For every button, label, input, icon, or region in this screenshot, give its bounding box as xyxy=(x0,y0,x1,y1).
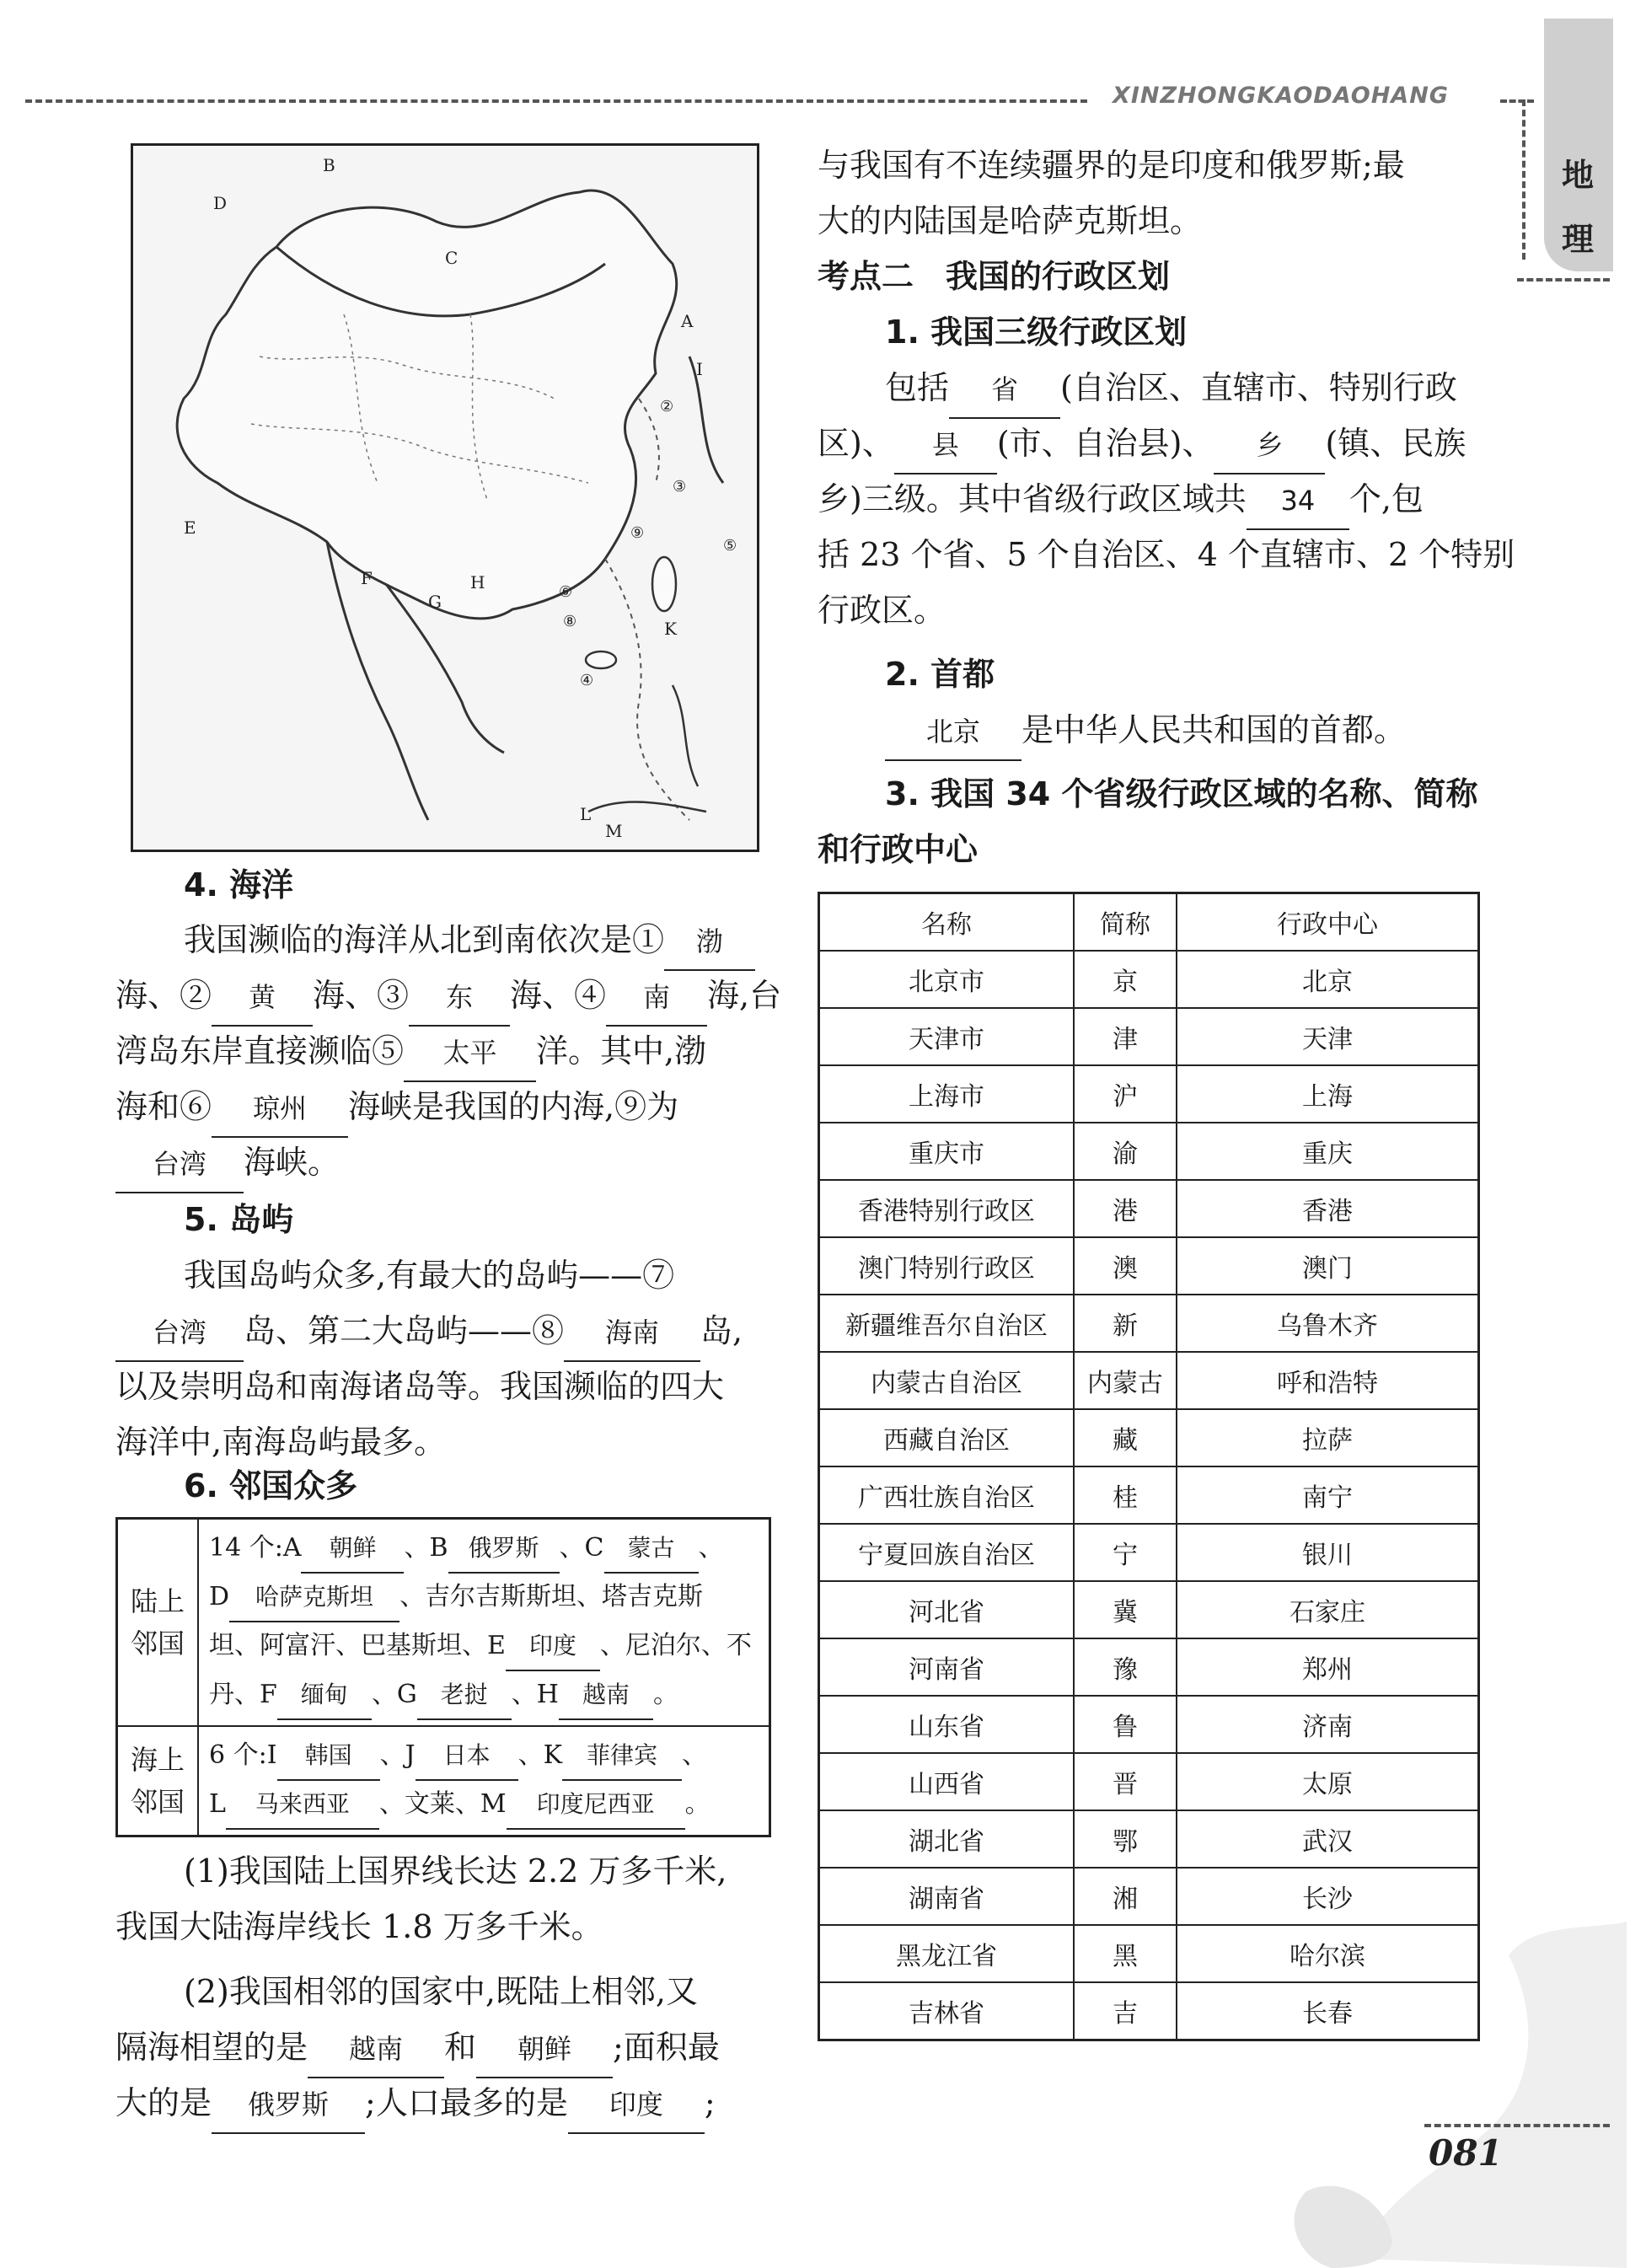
blank-l: 马来西亚 xyxy=(226,1781,379,1830)
province-capital-cell: 武汉 xyxy=(1177,1810,1479,1868)
province-name-cell: 河北省 xyxy=(819,1581,1075,1638)
land-text: 、B xyxy=(404,1533,448,1563)
province-abbr-cell: 黑 xyxy=(1074,1925,1177,1982)
map-number-3: ③ xyxy=(673,478,687,496)
province-abbr-cell: 鄂 xyxy=(1074,1810,1177,1868)
sec5-line-1: 我国岛屿众多,有最大的岛屿——⑦ xyxy=(184,1257,675,1294)
sub1-text: (镇、民族 xyxy=(1325,425,1466,462)
map-label-m: M xyxy=(605,821,623,841)
sea-neighbors-content xyxy=(198,1726,770,1836)
province-abbr-cell: 湘 xyxy=(1074,1868,1177,1925)
sec4-text-2b: 海、③ xyxy=(313,977,410,1014)
asia-map-figure xyxy=(131,143,759,852)
sub1-text: 区)、 xyxy=(818,425,894,462)
blank-h: 越南 xyxy=(559,1671,653,1720)
land-text: 14 个:A xyxy=(209,1533,302,1563)
map-label-d: D xyxy=(213,193,228,213)
province-row xyxy=(819,1524,1479,1581)
kaodian-2-title: 考点二 我国的行政区划 xyxy=(818,258,1171,295)
blank-hainan: 海南 xyxy=(564,1305,700,1362)
province-name-cell: 北京市 xyxy=(819,951,1075,1008)
header-abbr: 简称 xyxy=(1074,893,1177,952)
sub1-text: (自治区、直辖市、特别行政 xyxy=(1060,369,1457,406)
province-name-cell: 湖北省 xyxy=(819,1810,1075,1868)
header-dashed-line-right xyxy=(1500,99,1534,103)
province-capital-cell: 长春 xyxy=(1177,1982,1479,2040)
province-row xyxy=(819,951,1479,1008)
province-capital-cell: 济南 xyxy=(1177,1696,1479,1753)
province-abbr-cell: 港 xyxy=(1074,1180,1177,1237)
province-capital-cell: 呼和浩特 xyxy=(1177,1352,1479,1409)
province-capital-cell: 北京 xyxy=(1177,951,1479,1008)
province-capital-cell: 长沙 xyxy=(1177,1868,1479,1925)
sec4-text-5b: 海峡。 xyxy=(244,1144,340,1181)
right-cont-line-1: 与我国有不连续疆界的是印度和俄罗斯;最 xyxy=(818,147,1405,184)
sub-1-line-5: 行政区。 xyxy=(818,592,946,629)
map-label-f: F xyxy=(361,568,373,588)
header-dashed-vertical xyxy=(1522,99,1525,260)
land-text: 、吉尔吉斯斯坦、塔吉克斯 xyxy=(399,1582,704,1611)
province-abbr-cell: 宁 xyxy=(1074,1524,1177,1581)
province-abbr-cell: 吉 xyxy=(1074,1982,1177,2040)
note-1-line-1: (1)我国陆上国界线长达 2.2 万多千米, xyxy=(184,1852,727,1890)
province-name-cell: 湖南省 xyxy=(819,1868,1075,1925)
province-capital-cell: 哈尔滨 xyxy=(1177,1925,1479,1982)
blank-j: 日本 xyxy=(416,1732,518,1781)
sub-1-line-2 xyxy=(818,416,1466,475)
blank-i: 韩国 xyxy=(277,1732,380,1781)
footer-dashed-line xyxy=(1424,2124,1610,2127)
sub-3-title-line-2: 和行政中心 xyxy=(818,831,979,868)
province-name-cell: 上海市 xyxy=(819,1065,1075,1123)
province-row xyxy=(819,1008,1479,1065)
map-label-c: C xyxy=(445,248,458,268)
province-capital-cell: 石家庄 xyxy=(1177,1581,1479,1638)
province-abbr-cell: 桂 xyxy=(1074,1466,1177,1524)
sec4-text-3a: 湾岛东岸直接濒临⑤ xyxy=(115,1032,405,1070)
note2-text: ; xyxy=(704,2084,716,2121)
header-capital: 行政中心 xyxy=(1177,893,1479,952)
province-abbr-cell: 沪 xyxy=(1074,1065,1177,1123)
province-abbr-cell: 津 xyxy=(1074,1008,1177,1065)
map-label-k: K xyxy=(664,619,677,639)
sub-1-line-4: 括 23 个省、5 个自治区、4 个直辖市、2 个特别 xyxy=(818,536,1515,573)
province-name-cell: 吉林省 xyxy=(819,1982,1075,2040)
map-label-l: L xyxy=(580,804,592,824)
province-capital-cell: 重庆 xyxy=(1177,1123,1479,1180)
neighbor-table xyxy=(115,1517,771,1837)
land-neighbors-row xyxy=(117,1519,770,1727)
note-1-line-2: 我国大陆海岸线长 1.8 万多千米。 xyxy=(115,1908,603,1945)
province-name-cell: 河南省 xyxy=(819,1638,1075,1696)
sea-text: L xyxy=(209,1789,226,1819)
province-name-cell: 山西省 xyxy=(819,1753,1075,1810)
sub1-text: 乡)三级。其中省级行政区域共 xyxy=(818,480,1247,517)
land-text: 坦、阿富汗、巴基斯坦、E xyxy=(209,1631,506,1660)
province-capital-cell: 拉萨 xyxy=(1177,1409,1479,1466)
sea-neighbors-label: 海上邻国 xyxy=(117,1726,199,1836)
province-row xyxy=(819,1295,1479,1352)
sub2-text: 是中华人民共和国的首都。 xyxy=(1021,711,1407,748)
sub-1-title: 1. 我国三级行政区划 xyxy=(885,314,1188,351)
map-label-a: A xyxy=(681,311,694,331)
sub-1-line-3 xyxy=(818,471,1424,530)
note2-text: 隔海相望的是 xyxy=(115,2029,308,2066)
blank-taiwan-island: 台湾 xyxy=(115,1305,244,1362)
note2-text: ;人口最多的是 xyxy=(365,2084,568,2121)
section-4-title: 4. 海洋 xyxy=(184,866,294,903)
map-number-9: ⑨ xyxy=(630,524,645,542)
header-dashed-line-lower xyxy=(1517,278,1610,281)
header-brand: XINZHONGKAODAOHANG xyxy=(1113,83,1449,109)
sec4-text-2c: 海、④ xyxy=(510,977,607,1014)
header-name: 名称 xyxy=(819,893,1075,952)
sec4-text-2a: 海、② xyxy=(115,977,212,1014)
note2-text: 大的是 xyxy=(115,2084,212,2121)
sec5-line-4: 海洋中,南海岛屿最多。 xyxy=(115,1424,447,1461)
blank-c: 蒙古 xyxy=(604,1525,699,1574)
province-abbr-cell: 鲁 xyxy=(1074,1696,1177,1753)
sec5-text-2b: 岛, xyxy=(700,1312,743,1349)
sea-text: 6 个:I xyxy=(209,1740,277,1770)
province-table-header xyxy=(819,893,1479,952)
sub-2-title: 2. 首都 xyxy=(885,656,995,693)
province-name-cell: 黑龙江省 xyxy=(819,1925,1075,1982)
province-row xyxy=(819,1123,1479,1180)
province-abbr-cell: 内蒙古 xyxy=(1074,1352,1177,1409)
sec4-line-3 xyxy=(115,1023,706,1082)
subject-char-1: 地 xyxy=(1562,157,1595,194)
blank-g: 老挝 xyxy=(417,1671,512,1720)
province-name-cell: 广西壮族自治区 xyxy=(819,1466,1075,1524)
note-2-line-3 xyxy=(115,2075,716,2134)
province-abbr-cell: 冀 xyxy=(1074,1581,1177,1638)
blank-taiwan-strait: 台湾 xyxy=(115,1136,244,1193)
blank-b: 俄罗斯 xyxy=(448,1525,560,1574)
province-capital-cell: 银川 xyxy=(1177,1524,1479,1581)
map-label-b: B xyxy=(323,155,335,175)
province-name-cell: 香港特别行政区 xyxy=(819,1180,1075,1237)
map-number-6: ⑥ xyxy=(559,583,573,601)
province-name-cell: 重庆市 xyxy=(819,1123,1075,1180)
province-name-cell: 新疆维吾尔自治区 xyxy=(819,1295,1075,1352)
land-text: D xyxy=(209,1582,230,1611)
province-capital-cell: 太原 xyxy=(1177,1753,1479,1810)
province-row xyxy=(819,1581,1479,1638)
sea-neighbors-row xyxy=(117,1726,770,1836)
land-neighbors-content xyxy=(198,1519,770,1727)
province-row xyxy=(819,1352,1479,1409)
blank-russia: 俄罗斯 xyxy=(212,2077,365,2134)
sub-3-title-line-1: 3. 我国 34 个省级行政区域的名称、简称 xyxy=(885,775,1478,812)
map-drawing xyxy=(133,146,757,850)
province-capital-cell: 澳门 xyxy=(1177,1237,1479,1295)
sec4-line-5 xyxy=(115,1134,340,1193)
blank-m: 印度尼西亚 xyxy=(507,1781,685,1830)
note2-text: 和 xyxy=(444,2029,477,2066)
province-abbr-cell: 澳 xyxy=(1074,1237,1177,1295)
province-name-cell: 澳门特别行政区 xyxy=(819,1237,1075,1295)
province-row xyxy=(819,1065,1479,1123)
section-6-title: 6. 邻国众多 xyxy=(184,1467,358,1504)
blank-xiang: 乡 xyxy=(1214,417,1325,475)
province-abbr-cell: 藏 xyxy=(1074,1409,1177,1466)
blank-india: 印度 xyxy=(568,2077,705,2134)
land-text: 、 xyxy=(698,1533,724,1563)
blank-huanghai: 黄 xyxy=(212,969,313,1027)
blank-k: 菲律宾 xyxy=(562,1732,682,1781)
land-text: 、H xyxy=(511,1680,559,1709)
blank-34: 34 xyxy=(1247,473,1349,530)
sub1-text: 包括 xyxy=(885,369,950,406)
sea-text: 、J xyxy=(379,1740,416,1770)
section-5-title: 5. 岛屿 xyxy=(184,1201,294,1238)
page-number: 081 xyxy=(1429,2132,1503,2174)
sea-text: 、K xyxy=(517,1740,563,1770)
sub1-text: (市、自治县)、 xyxy=(996,425,1214,462)
province-capital-cell: 郑州 xyxy=(1177,1638,1479,1696)
province-capital-cell: 天津 xyxy=(1177,1008,1479,1065)
note-2-line-2 xyxy=(115,2019,720,2078)
province-row xyxy=(819,1810,1479,1868)
province-capital-cell: 上海 xyxy=(1177,1065,1479,1123)
blank-sheng: 省 xyxy=(949,362,1060,419)
province-row xyxy=(819,1638,1479,1696)
province-name-cell: 宁夏回族自治区 xyxy=(819,1524,1075,1581)
blank-xian: 县 xyxy=(894,417,997,475)
map-number-8: ⑧ xyxy=(563,613,577,630)
sec4-text-4b: 海峡是我国的内海,⑨为 xyxy=(348,1088,679,1125)
province-abbr-cell: 京 xyxy=(1074,951,1177,1008)
blank-beijing: 北京 xyxy=(885,704,1021,761)
sec5-line-3: 以及崇明岛和南海诸岛等。我国濒临的四大 xyxy=(115,1368,725,1405)
land-text: 、尼泊尔、不 xyxy=(599,1631,752,1660)
blank-korea: 朝鲜 xyxy=(476,2021,613,2078)
province-name-cell: 山东省 xyxy=(819,1696,1075,1753)
map-number-2: ② xyxy=(660,398,674,416)
blank-f: 缅甸 xyxy=(277,1671,372,1720)
province-capital-cell: 香港 xyxy=(1177,1180,1479,1237)
land-text: 、G xyxy=(371,1680,417,1709)
province-capital-cell: 南宁 xyxy=(1177,1466,1479,1524)
sea-text: 、文莱、M xyxy=(378,1789,507,1819)
province-table-body xyxy=(819,951,1479,2040)
note-2-line-1: (2)我国相邻的国家中,既陆上相邻,又 xyxy=(184,1973,698,2010)
province-abbr-cell: 豫 xyxy=(1074,1638,1177,1696)
sec5-text-2a: 岛、第二大岛屿——⑧ xyxy=(244,1312,565,1349)
sea-text: 。 xyxy=(684,1789,710,1819)
note2-text: ;面积最 xyxy=(613,2029,720,2066)
province-table xyxy=(818,892,1480,2041)
blank-taipingyang: 太平 xyxy=(404,1025,536,1082)
sub-1-line-1 xyxy=(885,360,1457,419)
decorative-splash xyxy=(1256,1922,1627,2268)
subject-char-2: 理 xyxy=(1562,221,1595,258)
sec5-line-2 xyxy=(115,1303,743,1362)
map-label-h: H xyxy=(470,572,485,592)
province-abbr-cell: 新 xyxy=(1074,1295,1177,1352)
province-row xyxy=(819,1753,1479,1810)
map-label-g: G xyxy=(428,592,442,612)
sec4-line-4 xyxy=(115,1079,678,1138)
province-row xyxy=(819,1868,1479,1925)
province-abbr-cell: 晋 xyxy=(1074,1753,1177,1810)
province-name-cell: 天津市 xyxy=(819,1008,1075,1065)
blank-donghai: 东 xyxy=(409,969,510,1027)
map-number-5: ⑤ xyxy=(723,537,737,555)
sub-2-line-1 xyxy=(885,702,1406,761)
province-row xyxy=(819,1409,1479,1466)
province-name-cell: 西藏自治区 xyxy=(819,1409,1075,1466)
blank-vietnam: 越南 xyxy=(308,2021,444,2078)
sub1-text: 个,包 xyxy=(1349,480,1424,517)
map-number-4: ④ xyxy=(580,672,594,689)
province-row xyxy=(819,1180,1479,1237)
map-label-e: E xyxy=(184,517,196,538)
blank-e: 印度 xyxy=(506,1622,600,1671)
province-row xyxy=(819,1466,1479,1524)
land-text: 。 xyxy=(652,1680,678,1709)
sec4-text-2d: 海,台 xyxy=(707,977,782,1014)
blank-qiongzhou: 琼州 xyxy=(212,1080,348,1138)
province-name-cell: 内蒙古自治区 xyxy=(819,1352,1075,1409)
sec4-text-3b: 洋。其中,渤 xyxy=(536,1032,707,1070)
blank-d: 哈萨克斯坦 xyxy=(229,1574,399,1622)
sec4-text-4a: 海和⑥ xyxy=(115,1088,212,1125)
sec4-text-1: 我国濒临的海洋从北到南依次是① xyxy=(184,921,665,958)
blank-a: 朝鲜 xyxy=(301,1525,404,1574)
province-row xyxy=(819,1696,1479,1753)
right-cont-line-2: 大的内陆国是哈萨克斯坦。 xyxy=(818,202,1203,239)
header-dashed-line xyxy=(25,99,1087,103)
sea-text: 、 xyxy=(682,1740,708,1770)
land-neighbors-label: 陆上邻国 xyxy=(117,1519,199,1727)
province-abbr-cell: 渝 xyxy=(1074,1123,1177,1180)
province-row xyxy=(819,1237,1479,1295)
province-capital-cell: 乌鲁木齐 xyxy=(1177,1295,1479,1352)
land-text: 丹、F xyxy=(209,1680,277,1709)
map-label-i: I xyxy=(696,359,703,379)
land-text: 、C xyxy=(559,1533,604,1563)
sec4-line-1 xyxy=(184,912,755,971)
sec4-line-2 xyxy=(115,968,781,1027)
blank-nanhai: 南 xyxy=(606,969,707,1027)
blank-bohai: 渤 xyxy=(664,914,755,971)
subject-tab-label xyxy=(1562,143,1594,271)
